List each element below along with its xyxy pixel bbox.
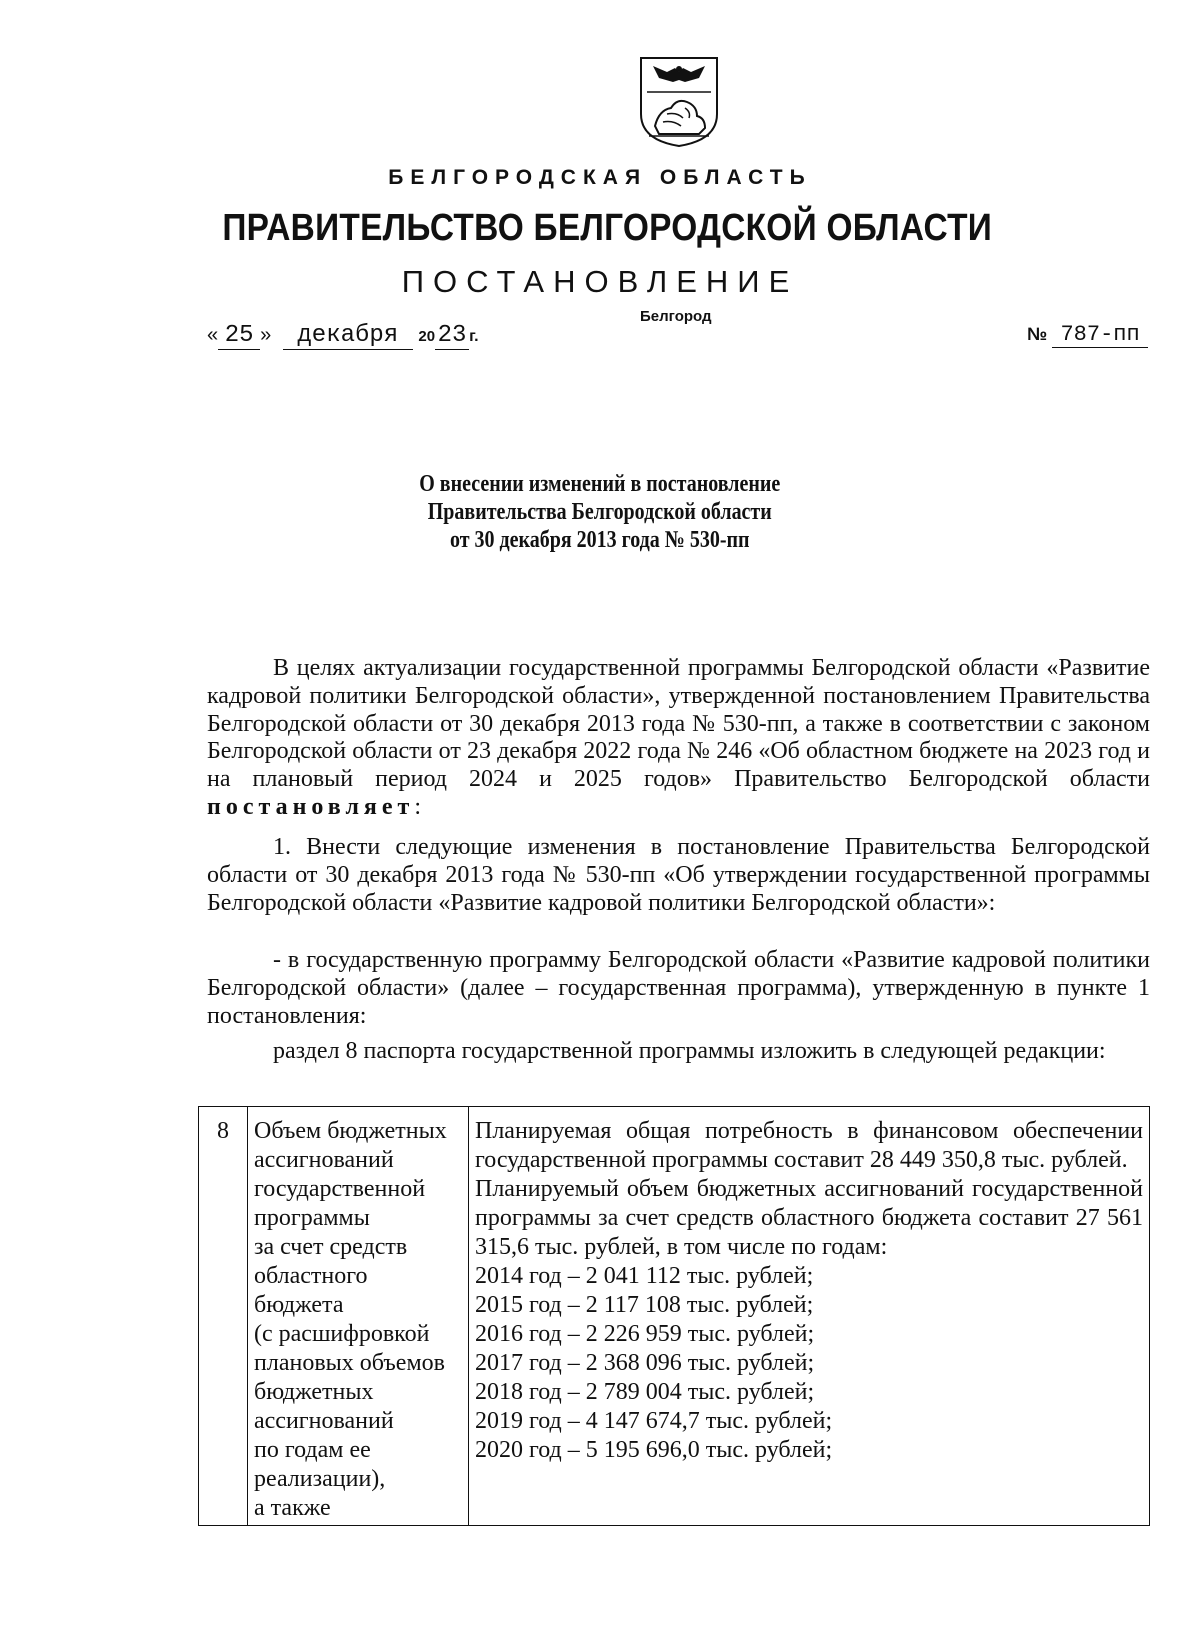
- label-line: по годам ее: [254, 1437, 371, 1463]
- label-line: (с расшифровкой: [254, 1321, 430, 1347]
- date-open-quote: «: [207, 324, 219, 346]
- label-line: государственной: [254, 1176, 426, 1202]
- subject-line-3: от 30 декабря 2013 года № 530-пп: [449, 527, 750, 553]
- label-line: ассигнований: [254, 1408, 394, 1434]
- table-row: [199, 1107, 1150, 1526]
- regional-budget-text: Планируемый объем бюджетных ассигнований государственной программы за счет средств областного бюджета составит 27 561 315,6 тыс. рублей, в том числе по годам:: [475, 1176, 1143, 1260]
- item-1-section-paragraph: [207, 1038, 1150, 1066]
- city-label: Белгород: [640, 308, 712, 325]
- item-1-sub-paragraph: [207, 947, 1150, 1030]
- number-prefix: №: [1027, 324, 1048, 344]
- year-amount: 2014 год – 2 041 112 тыс. рублей;: [475, 1263, 814, 1289]
- item-1-sub-text: - в государственную программу Белгородской области «Развитие кадровой политики Белгородской области» (далее – государственная программа), утвержденную в пункте 1 постановления:: [207, 947, 1150, 1029]
- intro-verb: постановляет: [207, 793, 415, 820]
- year-amount: 2016 год – 2 226 959 тыс. рублей;: [475, 1321, 815, 1347]
- date-month: декабря: [283, 322, 413, 350]
- row-value: [469, 1107, 1150, 1526]
- total-need-text: Планируемая общая потребность в финансовом обеспечении государственной программы составит 28 449 350,8 тыс. рублей.: [475, 1118, 1143, 1173]
- row-number: 8: [199, 1107, 248, 1526]
- date-day: 25: [218, 322, 260, 350]
- date-century: 20: [418, 328, 436, 345]
- government-title: ПРАВИТЕЛЬСТВО БЕЛГОРОДСКОЙ ОБЛАСТИ: [222, 207, 993, 249]
- label-line: а также: [254, 1495, 331, 1521]
- intro-paragraph: [207, 655, 1150, 822]
- year-amount: 2015 год – 2 117 108 тыс. рублей;: [475, 1292, 814, 1318]
- subject-line-1: О внесении изменений в постановление: [419, 471, 781, 497]
- document-date: [207, 322, 479, 350]
- label-line: бюджета: [254, 1292, 344, 1318]
- passport-table: [198, 1106, 1150, 1526]
- label-line: реализации),: [254, 1466, 386, 1492]
- subject-line-2: Правительства Белгородской области: [427, 499, 772, 525]
- label-line: плановых объемов: [254, 1350, 445, 1376]
- label-line: ассигнований: [254, 1147, 394, 1173]
- region-title: БЕЛГОРОДСКАЯ ОБЛАСТЬ: [388, 166, 812, 189]
- label-line: бюджетных: [254, 1379, 374, 1405]
- document-number: [1027, 322, 1148, 348]
- document-subject: [0, 470, 1200, 554]
- document-type: ПОСТАНОВЛЕНИЕ: [401, 264, 799, 299]
- item-1-section-text: раздел 8 паспорта государственной программы изложить в следующей редакции:: [273, 1038, 1106, 1064]
- label-line: Объем бюджетных: [254, 1118, 447, 1144]
- year-amount: 2019 год – 4 147 674,7 тыс. рублей;: [475, 1408, 833, 1434]
- year-amount: 2020 год – 5 195 696,0 тыс. рублей;: [475, 1437, 833, 1463]
- label-line: областного: [254, 1263, 368, 1289]
- label-line: за счет средств: [254, 1234, 408, 1260]
- intro-text: В целях актуализации государственной программы Белгородской области «Развитие кадровой политики Белгородской области», утвержденной постановлением Правительства Белгородской области от 30 декабря 2013 года № 530-пп, а также в соответствии с законом Белгородской области от 23 декабря 2022 года № 246 «Об областном бюджете на 2023 год и на плановый период 2024 и 2025 годов» Правительство Белгородской области: [207, 655, 1150, 793]
- item-1-text: 1. Внести следующие изменения в постановление Правительства Белгородской области от 30 декабря 2013 года № 530-пп «Об утверждении государственной программы Белгородской области «Развитие кадровой политики Белгородской области»:: [207, 834, 1150, 916]
- label-line: программы: [254, 1205, 370, 1231]
- year-amount: 2017 год – 2 368 096 тыс. рублей;: [475, 1350, 815, 1376]
- date-close-quote: »: [260, 324, 272, 346]
- intro-end: :: [414, 793, 421, 820]
- date-year: 23: [435, 322, 469, 350]
- year-amount: 2018 год – 2 789 004 тыс. рублей;: [475, 1379, 815, 1405]
- row-label: [248, 1107, 469, 1526]
- date-suffix: г.: [469, 328, 479, 345]
- item-1-paragraph: [207, 834, 1150, 917]
- number-value: 787-пп: [1052, 322, 1148, 348]
- coat-of-arms-emblem: [637, 56, 721, 148]
